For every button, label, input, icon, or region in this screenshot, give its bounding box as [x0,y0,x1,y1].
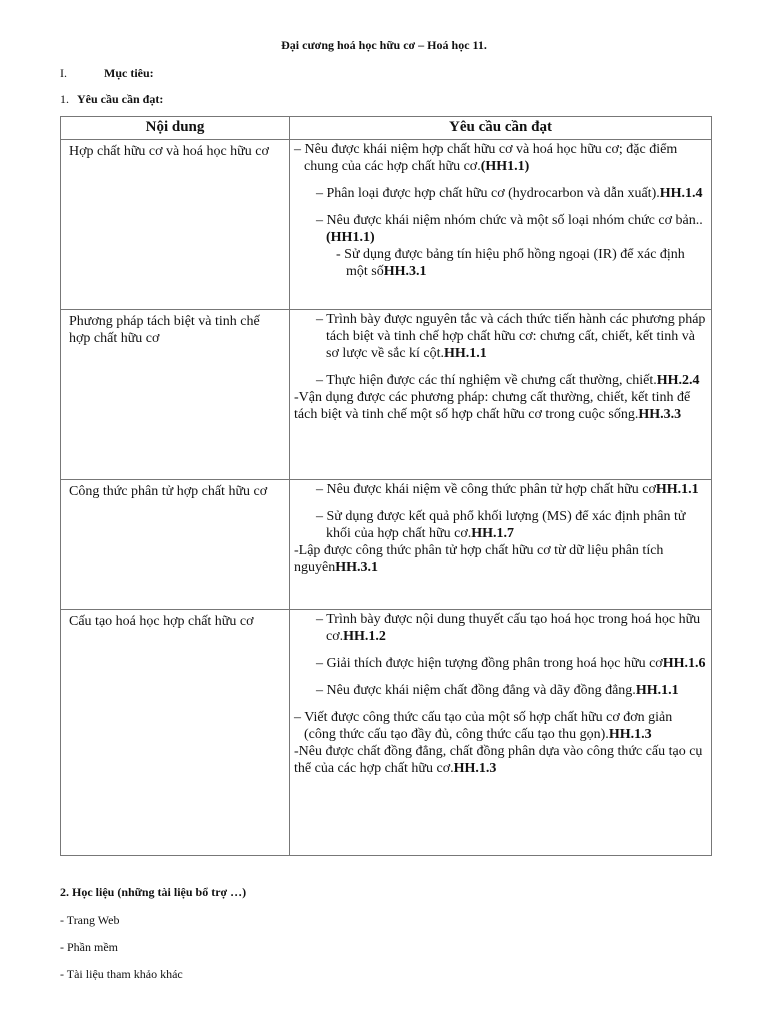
requirement-code: (HH1.1) [326,230,375,245]
topic-cell: Hợp chất hữu cơ và hoá học hữu cơ [61,140,290,310]
subsection-label: Yêu cầu cần đạt: [77,92,164,106]
requirement-code: HH.2.4 [656,373,700,388]
requirement-code: HH.3.1 [383,264,427,279]
requirement-text: -Nêu được chất đồng đẳng, chất đồng phân dựa vào công thức cấu tạo cụ thể của các hợp chất hữu cơ. [294,744,703,776]
requirement-text: – Viết được công thức cấu tạo của một số hợp chất hữu cơ đơn giản (công thức cấu tạo đầy đủ, công thức cấu tạo thu gọn). [294,710,673,742]
requirement-item [294,141,707,175]
requirement-text: - Sử dụng được bảng tín hiệu phổ hồng ngoại (IR) để xác định một số [336,247,685,279]
requirement-item [316,481,707,498]
spacer [294,672,707,682]
requirements-table [60,116,712,856]
subsection-number: 1. [60,92,69,106]
section-number: I. [60,66,67,80]
requirement-code: HH.1.4 [659,186,703,201]
requirement-code: HH.1.1 [655,482,699,497]
requirements-cell [290,480,712,610]
resource-item-references: - Tài liệu tham khảo khác [60,967,183,981]
spacer [294,202,707,212]
requirement-text: – Nêu được khái niệm hợp chất hữu cơ và hoá học hữu cơ; đặc điểm chung của các hợp chất hữu cơ. [294,142,678,174]
requirement-item [316,655,707,672]
requirements-cell [290,140,712,310]
requirement-item [294,542,707,576]
table-row [61,480,712,610]
topic-cell: Phương pháp tách biệt và tinh chế hợp chất hữu cơ [61,310,290,480]
requirement-text: – Nêu được khái niệm nhóm chức và một số loại nhóm chức cơ bản.. [316,213,703,228]
section-heading-objectives [60,66,154,81]
spacer [294,175,707,185]
subsection-heading-requirements [60,92,163,107]
requirement-text: – Nêu được khái niệm chất đồng đẳng và dãy đồng đẳng. [316,683,636,698]
requirement-text: – Sử dụng được kết quả phổ khối lượng (MS) để xác định phân tử khối của hợp chất hữu cơ. [316,509,686,541]
requirement-item [294,389,707,423]
requirement-item [316,508,707,542]
header-content: Nội dung [61,117,290,140]
requirement-item [316,611,707,645]
requirement-text: – Phân loại được hợp chất hữu cơ (hydrocarbon và dẫn xuất). [316,186,660,201]
requirement-text: -Lập được công thức phân tử hợp chất hữu cơ từ dữ liệu phân tích nguyên [294,543,664,575]
requirement-item [294,743,707,777]
table-body [61,140,712,856]
resource-item-software: - Phần mềm [60,940,118,954]
header-requirements: Yêu cầu cần đạt [290,117,712,140]
requirement-code: HH.1.1 [444,346,487,361]
requirement-code: (HH1.1) [480,159,530,174]
requirement-item [316,311,707,362]
topic-cell: Cấu tạo hoá học hợp chất hữu cơ [61,610,290,856]
requirement-item [294,709,707,743]
requirement-item [316,212,707,246]
requirement-code: HH.1.2 [343,629,386,644]
section-label: Mục tiêu: [104,66,154,80]
table-row [61,140,712,310]
requirement-item [316,185,707,202]
requirement-text: -Vận dụng được các phương pháp: chưng cất thường, chiết, kết tinh để tách biệt và tinh chế một số hợp chất hữu cơ trong cuộc sống. [294,390,691,422]
requirement-code: HH.3.3 [638,407,682,422]
requirement-item [336,246,707,280]
table-header-row [61,117,712,140]
requirement-code: HH.1.7 [471,526,515,541]
topic-cell: Công thức phân tử hợp chất hữu cơ [61,480,290,610]
section-heading-materials: 2. Học liệu (những tài liệu bổ trợ …) [60,885,247,899]
requirement-code: HH.1.3 [608,727,652,742]
requirement-text: – Thực hiện được các thí nghiệm về chưng cất thường, chiết. [316,373,657,388]
table-row [61,310,712,480]
requirement-code: HH.1.3 [453,761,497,776]
requirement-text: – Giải thích được hiện tượng đồng phân trong hoá học hữu cơ [316,656,663,671]
requirement-item [316,682,707,699]
table-row [61,610,712,856]
requirement-text: – Trình bày được nội dung thuyết cấu tạo hoá học trong hoá học hữu cơ. [316,612,701,644]
requirement-code: HH.3.1 [335,560,378,575]
resource-item-web: - Trang Web [60,913,120,927]
requirement-code: HH.1.6 [662,656,706,671]
spacer [294,498,707,508]
requirement-text: – Trình bày được nguyên tắc và cách thức tiến hành các phương pháp tách biệt và tinh chế hợp chất hữu cơ: chưng cất, chiết, kết tinh và sơ lược về sắc kí cột. [316,312,706,361]
spacer [294,699,707,709]
requirement-item [316,372,707,389]
requirement-code: HH.1.1 [635,683,679,698]
requirements-cell [290,310,712,480]
document-title: Đại cương hoá học hữu cơ – Hoá học 11. [281,38,487,52]
requirements-cell [290,610,712,856]
spacer [294,362,707,372]
requirement-text: – Nêu được khái niệm về công thức phân tử hợp chất hữu cơ [316,482,656,497]
spacer [294,645,707,655]
